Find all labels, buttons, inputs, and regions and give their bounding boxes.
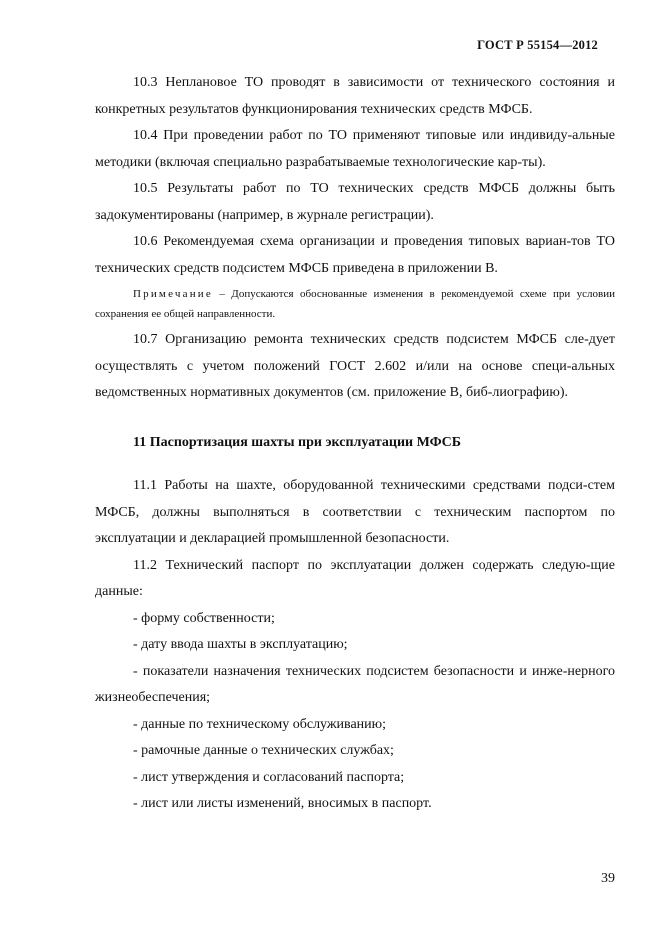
note-text: – Допускаются обоснованные изменения в рекомендуемой схеме при условии сохранения ее общей направленности. bbox=[95, 288, 615, 320]
list-item: - лист или листы изменений, вносимых в паспорт. bbox=[133, 796, 432, 811]
paragraph-10-7: 10.7 Организацию ремонта технических средств подсистем МФСБ сле-дует осуществлять с учетом положений ГОСТ 2.602 и/или на основе специ-альных ведомственных нормативных документов (см. приложение В, биб-лиографию). bbox=[95, 332, 615, 400]
list-item: - дату ввода шахты в эксплуатацию; bbox=[133, 637, 348, 652]
note bbox=[95, 284, 615, 324]
document-code-header: ГОСТ Р 55154—2012 bbox=[477, 38, 598, 52]
paragraph-10-4: 10.4 При проведении работ по ТО применяют типовые или индивиду-альные методики (включая специально разрабатываемые технологические кар-ты). bbox=[95, 128, 615, 170]
paragraph-10-6: 10.6 Рекомендуемая схема организации и проведения типовых вариан-тов ТО технических средств подсистем МФСБ приведена в приложении В. bbox=[95, 234, 615, 276]
page-content bbox=[95, 70, 615, 818]
page-number: 39 bbox=[601, 871, 615, 886]
paragraph-11-2: 11.2 Технический паспорт по эксплуатации должен содержать следую-щие данные: bbox=[95, 557, 615, 599]
list-item: - данные по техническому обслуживанию; bbox=[133, 716, 387, 732]
list-item: - рамочные данные о технических службах; bbox=[133, 743, 394, 758]
section-title: 11 Паспортизация шахты при эксплуатации МФСБ bbox=[133, 434, 461, 450]
note-label: Примечание bbox=[133, 288, 213, 300]
list-item: - форму собственности; bbox=[133, 610, 275, 626]
paragraph-10-5: 10.5 Результаты работ по ТО технических средств МФСБ должны быть задокументированы (например, в журнале регистрации). bbox=[95, 181, 615, 223]
list-item: - показатели назначения технических подсистем безопасности и инже-нерного жизнеобеспечения; bbox=[95, 663, 615, 705]
list-item: - лист утверждения и согласований паспорта; bbox=[133, 769, 405, 785]
paragraph-10-3: 10.3 Неплановое ТО проводят в зависимости от технического состояния и конкретных результатов функционирования технических средств МФСБ. bbox=[95, 75, 615, 117]
paragraph-11-1: 11.1 Работы на шахте, оборудованной техническими средствами подси-стем МФСБ, должны выполняться в соответствии с техническим паспортом по эксплуатации и декларацией промышленной безопасности. bbox=[95, 478, 615, 546]
